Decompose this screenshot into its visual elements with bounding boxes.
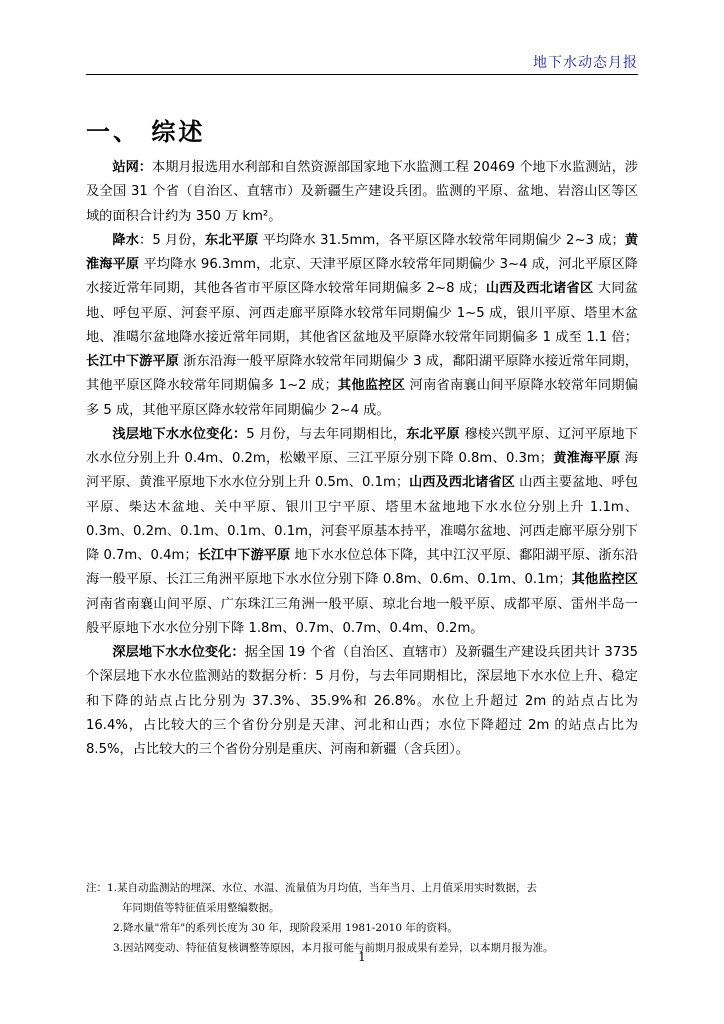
deep-text: 据全国 19 个省（自治区、直辖市）及新疆生产建设兵团共计 3735 个深层地下水水位监测站的数据分析：5 月份，与去年同期相比，深层地下水水位上升、稳定和下降的站点占比分别为 37.3%、35.9%和 26.8%。水位上升超过 2m 的站点占比为 16.4%，占比较大的三个省份分别是天津、河北和山西；水位下降超过 2m 的站点占比为 8.5%，占比较大的三个省份分别是重庆、河南和新疆（含兵团）。 — [86, 645, 638, 757]
precip-text: 河南省南襄山间平原降水较常年同期偏多 5 成，其他平原区降水较常年同期偏少 2~4 成。 — [86, 378, 638, 418]
stations-text: 本期月报选用水利部和自然资源部国家地下水监测工程 20469 个地下水监测站，涉及全国 31 个省（自治区、直辖市）及新疆生产建设兵团。监测的平原、盆地、岩溶山区等区域的面积合计约为 350 万 km²。 — [86, 160, 638, 224]
footnote-3: 3.因站网变动、特征值复核调整等原因，本月报可能与前期月报成果有差异，以本期月报为准。 — [113, 942, 554, 954]
label-precipitation: 降水 — [112, 232, 140, 248]
header-title: 地下水动态月报 — [533, 55, 638, 71]
precip-text: 大同盆地、呼包平原、河套平原、河西走廊平原降水较常年同期偏少 1~5 成，银川平原、塔里木盆地、准噶尔盆地降水接近常年同期，其他省区盆地及平原降水较常年同期偏多 1 成至 1.1 倍； — [86, 281, 638, 345]
footnote-2: 2.降水量"常年"的系列长度为 30 年，现阶段采用 1981-2010 年的资料。 — [113, 922, 458, 934]
precip-text: 平均降水 96.3mm，北京、天津平原区降水较常年同期偏少 3~4 成，河北平原区降水接近常年同期，其他各省市平原区降水较常年同期偏多 2~8 成； — [86, 257, 638, 297]
region-label: 长江中下游平原 — [86, 354, 179, 369]
precip-text: 平均降水 31.5mm，各平原区降水较常年同期偏少 2~3 成； — [258, 232, 625, 248]
header-divider — [86, 74, 638, 75]
shallow-text: 地下水水位总体下降，其中江汉平原、鄱阳湖平原、浙东沿海一般平原、长江三角洲平原地下水水位分别下降 0.8m、0.6m、0.1m、0.1m； — [86, 548, 638, 588]
label-deep-groundwater: 深层地下水水位变化： — [112, 645, 245, 660]
body-text — [86, 156, 638, 762]
region-label: 山西及西北诸省区 — [485, 281, 594, 297]
footnote-1-continued: 年同期值等特征值采用整编数据。 — [122, 902, 280, 914]
label-shallow-groundwater: 浅层地下水水位变化： — [112, 426, 247, 442]
precip-text: 浙东沿海一般平原降水较常年同期偏少 3 成，鄱阳湖平原降水接近常年同期，其他平原区降水较常年同期偏多 1~2 成； — [86, 354, 638, 394]
paragraph-stations — [86, 156, 638, 229]
paragraph-deep-groundwater — [86, 641, 638, 762]
page-number: 1 — [358, 950, 366, 964]
section-title: 一、 综述 — [86, 117, 206, 146]
footnote-1: 注：1.某自动监测站的埋深、水位、水温、流量值为月均值，当年当月、上月值采用实时数据，去 — [86, 882, 538, 894]
region-label: 东北平原 — [406, 426, 460, 442]
shallow-text: 穆棱兴凯平原、辽河平原地下水水位分别上升 0.4m、0.2m，松嫩平原、三江平原分别下降 0.8m、0.3m； — [86, 426, 639, 466]
shallow-text: 5 月份，与去年同期相比， — [246, 426, 407, 442]
precip-text: ：5 月份， — [139, 232, 205, 248]
label-stations: 站网： — [112, 160, 152, 175]
region-label: 黄淮海平原 — [552, 451, 621, 466]
shallow-text: 河南省南襄山间平原、广东珠江三角洲一般平原、琼北台地一般平原、成都平原、雷州半岛一般平原地下水水位分别下降 1.8m、0.7m、0.7m、0.4m、0.2m。 — [86, 596, 638, 636]
shallow-text: 山西主要盆地、呼包平原、柴达木盆地、关中平原、银川卫宁平原、塔里木盆地地下水水位分别上升 1.1m、0.3m、0.2m、0.1m、0.1m、0.1m，河套平原基本持平，准噶尔盆地、河西走廊平原分别下降 0.7m、0.4m； — [86, 475, 639, 563]
region-label: 山西及西北诸省区 — [409, 475, 515, 491]
region-label: 其他监控区 — [571, 572, 638, 588]
region-label: 东北平原 — [205, 232, 259, 248]
region-label: 黄淮海平原 — [86, 232, 639, 272]
footnotes — [86, 878, 646, 958]
region-label: 其他监控区 — [337, 378, 406, 394]
shallow-text: 海河平原、黄淮平原地下水水位分别上升 0.5m、0.1m； — [86, 451, 638, 491]
paragraph-precipitation — [86, 229, 638, 423]
region-label: 长江中下游平原 — [197, 548, 291, 563]
paragraph-shallow-groundwater — [86, 423, 638, 641]
